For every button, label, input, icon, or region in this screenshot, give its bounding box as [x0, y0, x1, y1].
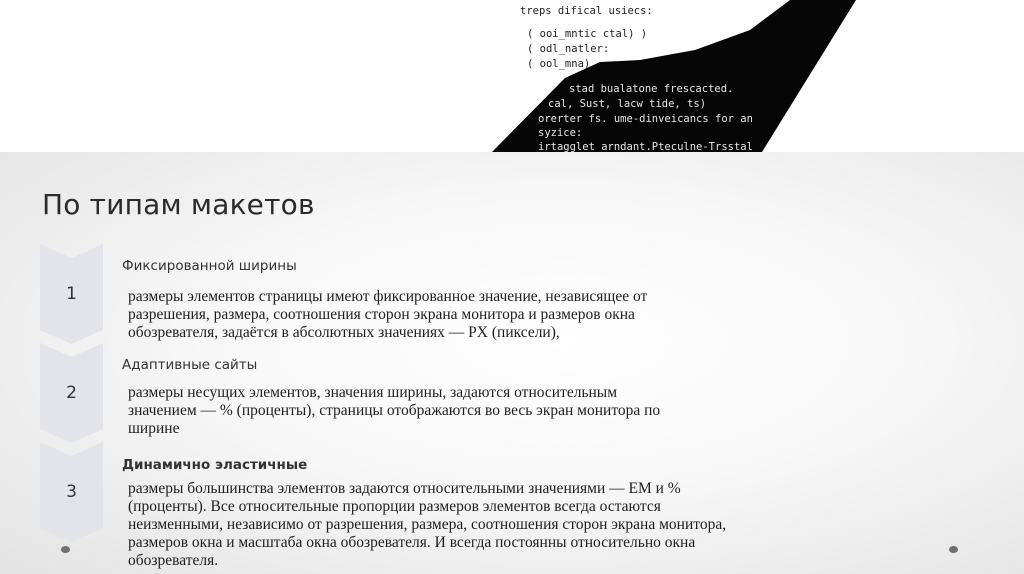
description-line: размеры элементов страницы имеют фиксированное значение, независящее от — [128, 288, 648, 305]
code-line: cal, Sust, lacw tide, ts) — [548, 98, 707, 110]
item-description — [128, 384, 808, 438]
description-line: разрешения, размера, соотношения сторон экрана монитора и размеров окна — [128, 306, 635, 323]
slide-title: По типам макетов — [42, 188, 315, 221]
code-line: ( ooi_mntic ctal) ) — [527, 28, 648, 40]
description-line: размеров окна и масштаба окна обозревателя. И всегда постоянны относительно окна — [128, 534, 696, 551]
description-line: (проценты). Все относительные пропорции размеров элементов всегда остаются — [128, 498, 661, 515]
description-line: неизменными, независимо от разрешения, размера, соотношения сторон экрана монитора, — [128, 516, 727, 533]
description-line: размеры большинства элементов задаются относительными значениями — EM и % — [128, 480, 681, 497]
step-number: 3 — [66, 482, 77, 502]
item-heading-adaptive: Адаптивные сайты — [122, 357, 258, 373]
code-line: ( odl_natler: — [527, 43, 610, 55]
item-description — [128, 480, 808, 570]
step-number: 1 — [66, 284, 77, 304]
code-screenshot-image — [490, 0, 870, 152]
code-line: orerter fs. ume-dinveicancs for an — [538, 113, 753, 125]
decorative-dot — [949, 546, 958, 553]
code-line: stad bualatone frescacted. — [569, 83, 734, 95]
item-description — [128, 288, 808, 342]
code-line: syzice: — [538, 127, 583, 139]
item-heading-fixed-width: Фиксированной ширины — [122, 258, 297, 274]
code-line: irtagglet arndant.Pteculne-Trsstal — [538, 141, 753, 152]
description-line: размеры несущих элементов, значения ширины, задаются относительным — [128, 384, 618, 401]
description-line: обозревателя. — [128, 552, 219, 569]
item-heading-elastic: Динамично эластичные — [122, 457, 308, 473]
code-line: treps difical usiecs: — [520, 5, 653, 17]
decorative-dot — [61, 546, 70, 553]
code-line: ( ool_mna) — [527, 58, 591, 70]
description-line: ширине — [128, 420, 180, 437]
description-line: обозревателя, задаётся в абсолютных значениях — PX (пиксели), — [128, 324, 560, 341]
step-number: 2 — [66, 383, 77, 403]
description-line: значением — % (проценты), страницы отображаются во весь экран монитора по — [128, 402, 661, 419]
